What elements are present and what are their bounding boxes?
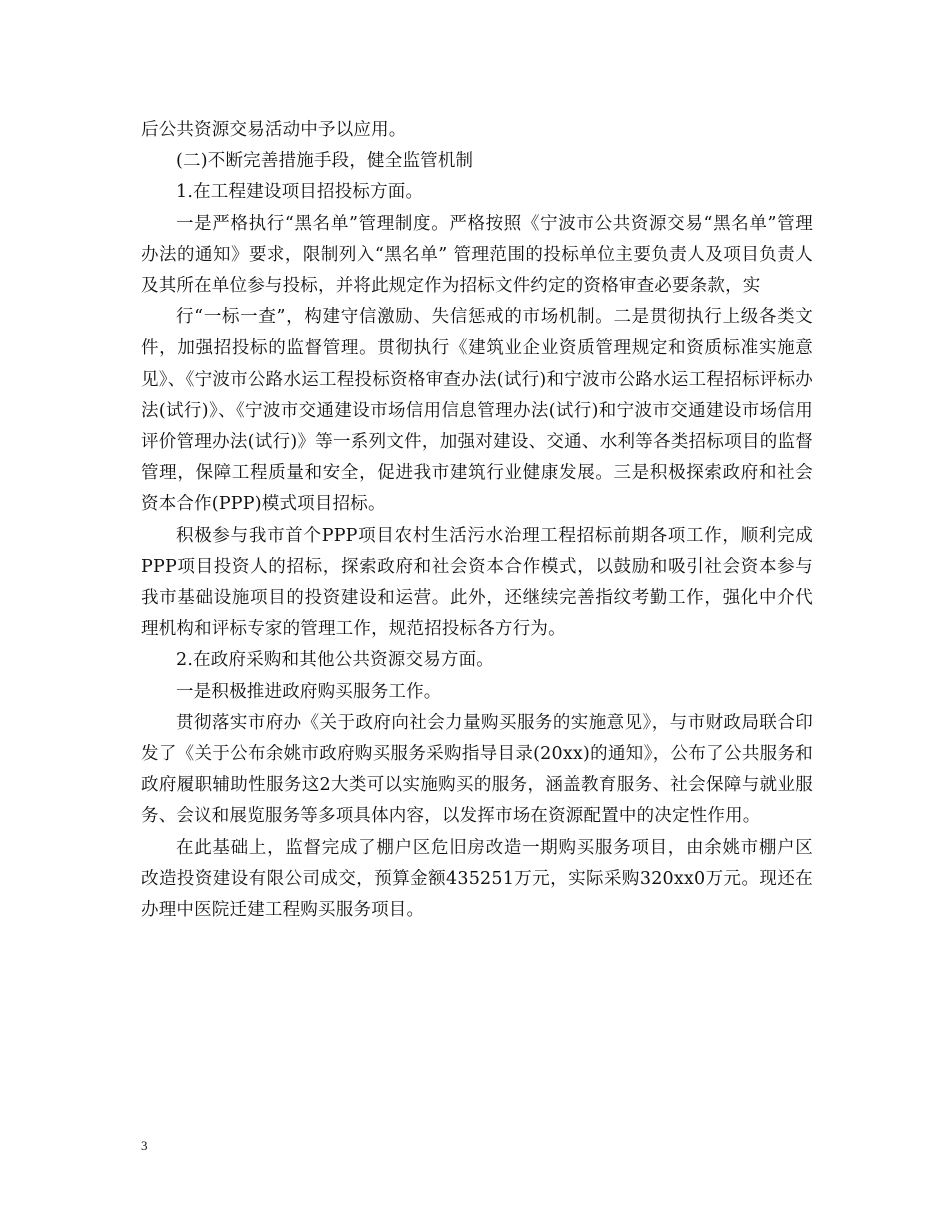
section-heading: (二)不断完善措施手段，健全监管机制 bbox=[176, 151, 474, 172]
subsection-heading-1: 1.在工程建设项目招投标方面。 bbox=[176, 182, 424, 203]
paragraph-shantytown: 在此基础上，监督完成了棚户区危旧房改造一期购买服务项目，由余姚市棚户区改造投资建设有限公司成交，预算金额435251万元，实际采购320xx0万元。现还在办理中医院迁建工程购买服务项目。 bbox=[141, 837, 813, 921]
paragraph-blacklist: 一是严格执行“黑名单”管理制度。严格按照《宁波市公共资源交易“黑名单”管理办法的通知》要求，限制列入“黑名单” 管理范围的投标单位主要负责人及项目负责人及其所在单位参与投标，并将此规定作为招标文件约定的资格审查必要条款，实 bbox=[141, 213, 813, 297]
paragraph-purchase-detail: 贯彻落实市府办《关于政府向社会力量购买服务的实施意见》，与市财政局联合印发了《关于公布余姚市政府购买服务采购指导目录(20xx)的通知》，公布了公共服务和政府履职辅助性服务这2大类可以实施购买的服务，涵盖教育服务、社会保障与就业服务、会议和展览服务等多项具体内容，以发挥市场在资源配置中的决定性作用。 bbox=[141, 712, 813, 827]
paragraph-1: 后公共资源交易活动中予以应用。 bbox=[141, 120, 407, 140]
page-number: 3 bbox=[141, 1138, 148, 1153]
paragraph-ppp: 积极参与我市首个PPP项目农村生活污水治理工程招标前期各项工作，顺利完成PPP项目投资人的招标，探索政府和社会资本合作模式，以鼓励和吸引社会资本参与我市基础设施项目的投资建设和运营。此外，还继续完善指纹考勤工作，强化中介代理机构和评标专家的管理工作，规范招投标各方行为。 bbox=[141, 525, 813, 640]
paragraph-supervision: 行“一标一查”，构建守信激励、失信惩戒的市场机制。二是贯彻执行上级各类文件，加强招投标的监督管理。贯彻执行《建筑业企业资质管理规定和资质标准实施意见》、《宁波市公路水运工程投标资格审查办法(试行)和宁波市公路水运工程招标评标办法(试行)》、《宁波市交通建设市场信用信息管理办法(试行)和宁波市交通建设市场信用评价管理办法(试行)》等一系列文件，加强对建设、交通、水利等各类招标项目的监督管理，保障工程质量和安全，促进我市建筑行业健康发展。三是积极探索政府和社会资本合作(PPP)模式项目招标。 bbox=[141, 307, 813, 515]
paragraph-purchase-heading: 一是积极推进政府购买服务工作。 bbox=[176, 681, 442, 702]
document-body bbox=[141, 115, 813, 926]
subsection-heading-2: 2.在政府采购和其他公共资源交易方面。 bbox=[176, 650, 494, 671]
